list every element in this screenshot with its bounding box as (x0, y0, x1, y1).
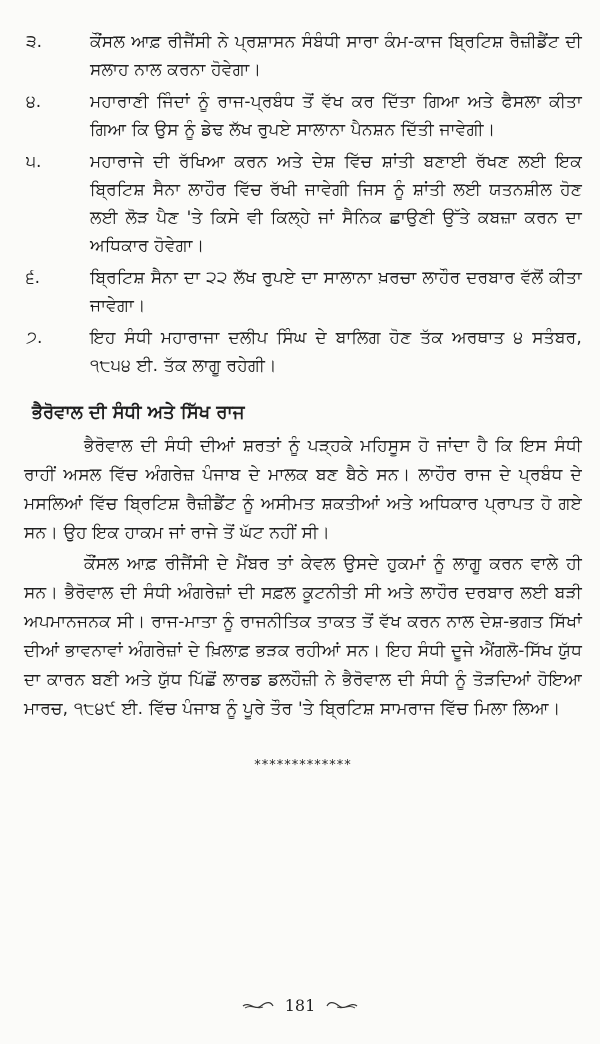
list-item-number: ੪. (26, 92, 42, 112)
list-item (24, 148, 582, 260)
list-item-text: ਇਹ ਸੰਧੀ ਮਹਾਰਾਜਾ ਦਲੀਪ ਸਿੰਘ ਦੇ ਬਾਲਿਗ ਹੋਣ ਤੱਕ ਅਰਥਾਤ ੪ ਸਤੰਬਰ, ੧੮੫੪ ਈ. ਤੱਕ ਲਾਗੂ ਰਹੇਗੀ। (90, 328, 582, 376)
list-item (24, 88, 582, 144)
list-item-number: ੭. (26, 328, 43, 348)
section-separator: ************* (254, 758, 352, 773)
page-footer (0, 996, 600, 1015)
page-number: 181 (284, 996, 316, 1015)
flourish-right-icon (325, 1000, 359, 1012)
list-item-text: ਕੌਂਸਲ ਆਫ਼ ਰੀਜੈਂਸੀ ਨੇ ਪ੍ਰਸ਼ਾਸਨ ਸੰਬੰਧੀ ਸਾਰਾ ਕੰਮ-ਕਾਜ ਬ੍ਰਿਟਿਸ਼ ਰੈਜ਼ੀਡੈਂਟ ਦੀ ਸਲਾਹ ਨਾਲ ਕਰਨਾ ਹੋਵੇਗਾ। (90, 32, 582, 80)
list-item (24, 324, 582, 380)
page-body (24, 28, 582, 773)
numbered-list (24, 28, 582, 380)
list-item-text: ਮਹਾਰਾਜੇ ਦੀ ਰੱਖਿਆ ਕਰਨ ਅਤੇ ਦੇਸ਼ ਵਿੱਚ ਸ਼ਾਂਤੀ ਬਣਾਈ ਰੱਖਣ ਲਈ ਇਕ ਬ੍ਰਿਟਿਸ਼ ਸੈਨਾ ਲਾਹੌਰ ਵਿੱਚ ਰੱਖੀ ਜਾਵੇਗੀ ਜਿਸ ਨੂੰ ਸ਼ਾਂਤੀ ਲਈ ਯਤਨਸ਼ੀਲ ਹੋਣ ਲਈ ਲੋੜ ਪੈਣ 'ਤੇ ਕਿਸੇ ਵੀ ਕਿਲ੍ਹੇ ਜਾਂ ਸੈਨਿਕ ਛਾਉਣੀ ਉੱਤੇ ਕਬਜ਼ਾ ਕਰਨ ਦਾ ਅਧਿਕਾਰ ਹੋਵੇਗਾ। (90, 152, 582, 256)
section-heading: ਭੈਰੋਵਾਲ ਦੀ ਸੰਧੀ ਅਤੇ ਸਿੱਖ ਰਾਜ (32, 402, 245, 423)
list-item-text: ਮਹਾਰਾਣੀ ਜਿੰਦਾਂ ਨੂੰ ਰਾਜ-ਪ੍ਰਬੰਧ ਤੋਂ ਵੱਖ ਕਰ ਦਿੱਤਾ ਗਿਆ ਅਤੇ ਫੈਸਲਾ ਕੀਤਾ ਗਿਆ ਕਿ ਉਸ ਨੂੰ ਡੇਢ ਲੱਖ ਰੁਪਏ ਸਾਲਾਨਾ ਪੈਨਸ਼ਨ ਦਿੱਤੀ ਜਾਵੇਗੀ। (90, 92, 582, 140)
list-item (24, 28, 582, 84)
list-item-number: ੬. (26, 268, 41, 288)
body-paragraph: ਕੌਂਸਲ ਆਫ਼ ਰੀਜੈਂਸੀ ਦੇ ਮੈਂਬਰ ਤਾਂ ਕੇਵਲ ਉਸਦੇ ਹੁਕਮਾਂ ਨੂੰ ਲਾਗੂ ਕਰਨ ਵਾਲੇ ਹੀ ਸਨ। ਭੈਰੋਵਾਲ ਦੀ ਸੰਧੀ ਅੰਗਰੇਜ਼ਾਂ ਦੀ ਸਫ਼ਲ ਕੂਟਨੀਤੀ ਸੀ ਅਤੇ ਲਾਹੌਰ ਦਰਬਾਰ ਲਈ ਬੜੀ ਅਪਮਾਨਜਨਕ ਸੀ। ਰਾਜ-ਮਾਤਾ ਨੂੰ ਰਾਜਨੀਤਿਕ ਤਾਕਤ ਤੋਂ ਵੱਖ ਕਰਨ ਨਾਲ ਦੇਸ਼-ਭਗਤ ਸਿੱਖਾਂ ਦੀਆਂ ਭਾਵਨਾਵਾਂ ਅੰਗਰੇਜ਼ਾਂ ਦੇ ਖ਼ਿਲਾਫ਼ ਭੜਕ ਰਹੀਆਂ ਸਨ। ਇਹ ਸੰਧੀ ਦੂਜੇ ਐਂਗਲੋ-ਸਿੱਖ ਯੁੱਧ ਦਾ ਕਾਰਨ ਬਣੀ ਅਤੇ ਯੁੱਧ ਪਿੱਛੋਂ ਲਾਰਡ ਡਲਹੌਜ਼ੀ ਨੇ ਭੈਰੋਵਾਲ ਦੀ ਸੰਧੀ ਨੂੰ ਤੋੜਦਿਆਂ ਹੋਇਆ ਮਾਰਚ, ੧੮੪੯ ਈ. ਵਿੱਚ ਪੰਜਾਬ ਨੂੰ ਪੂਰੇ ਤੌਰ 'ਤੇ ਬ੍ਰਿਟਿਸ਼ ਸਾਮਰਾਜ ਵਿੱਚ ਮਿਲਾ ਲਿਆ। (24, 554, 582, 719)
list-item-number: ੩. (26, 32, 42, 52)
body-paragraph: ਭੈਰੋਵਾਲ ਦੀ ਸੰਧੀ ਦੀਆਂ ਸ਼ਰਤਾਂ ਨੂੰ ਪੜ੍ਹਕੇ ਮਹਿਸੂਸ ਹੋ ਜਾਂਦਾ ਹੈ ਕਿ ਇਸ ਸੰਧੀ ਰਾਹੀਂ ਅਸਲ ਵਿੱਚ ਅੰਗਰੇਜ਼ ਪੰਜਾਬ ਦੇ ਮਾਲਕ ਬਣ ਬੈਠੇ ਸਨ। ਲਾਹੌਰ ਰਾਜ ਦੇ ਪ੍ਰਬੰਧ ਦੇ ਮਸਲਿਆਂ ਵਿੱਚ ਬ੍ਰਿਟਿਸ਼ ਰੈਜ਼ੀਡੈਂਟ ਨੂੰ ਅਸੀਮਤ ਸ਼ਕਤੀਆਂ ਅਤੇ ਅਧਿਕਾਰ ਪ੍ਰਾਪਤ ਹੋ ਗਏ ਸਨ। ਉਹ ਇਕ ਹਾਕਮ ਜਾਂ ਰਾਜੇ ਤੋਂ ਘੱਟ ਨਹੀਂ ਸੀ। (24, 436, 582, 543)
list-item (24, 264, 582, 320)
flourish-left-icon (241, 1000, 275, 1012)
list-item-number: ੫. (26, 152, 42, 172)
list-item-text: ਬ੍ਰਿਟਿਸ਼ ਸੈਨਾ ਦਾ ੨੨ ਲੱਖ ਰੁਪਏ ਦਾ ਸਾਲਾਨਾ ਖ਼ਰਚਾ ਲਾਹੌਰ ਦਰਬਾਰ ਵੱਲੋਂ ਕੀਤਾ ਜਾਵੇਗਾ। (90, 268, 582, 316)
